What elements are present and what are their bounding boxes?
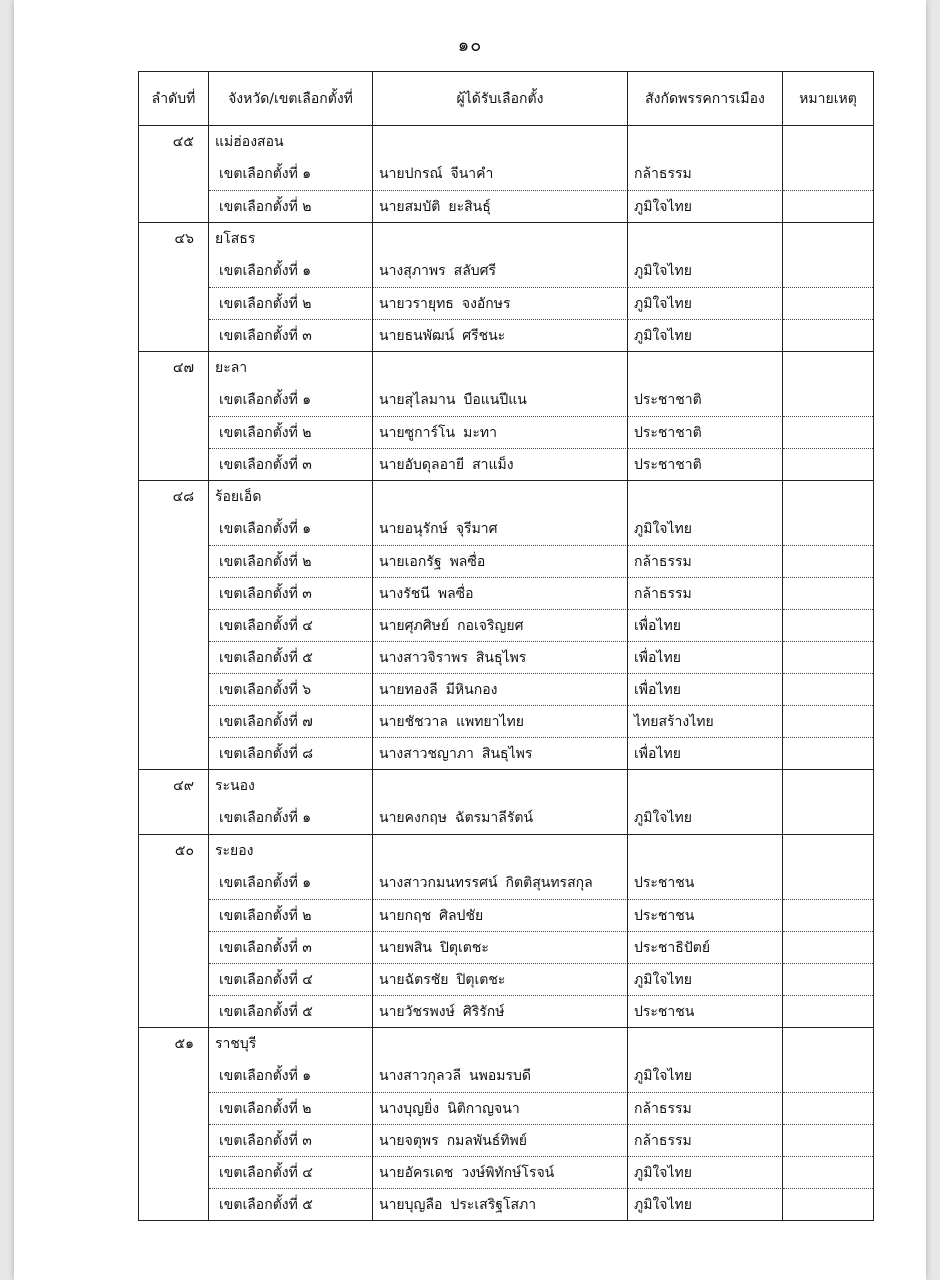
party-name: ภูมิใจไทย (628, 287, 783, 319)
party-name: กล้าธรรม (628, 577, 783, 609)
table-row (139, 255, 873, 287)
last-name: จุรีมาศ (455, 521, 498, 537)
district-label: เขตเลือกตั้งที่ ๑ (209, 158, 373, 190)
party-name: ภูมิใจไทย (628, 1156, 783, 1188)
party-name: เพื่อไทย (628, 641, 783, 673)
header-elected: ผู้ได้รับเลือกตั้ง (373, 72, 628, 125)
row-number: ๔๘ (139, 481, 209, 513)
first-name: นายอัครเดช (379, 1164, 454, 1181)
district-label: เขตเลือกตั้งที่ ๒ (209, 416, 373, 448)
district-label: เขตเลือกตั้งที่ ๗ (209, 705, 373, 737)
province-name: ระนอง (209, 770, 373, 802)
remark-cell (783, 1028, 873, 1060)
elected-name (373, 931, 628, 963)
last-name: พลซื่อ (437, 585, 474, 602)
first-name: นางบุญยิ่ง (379, 1100, 440, 1117)
province-group (139, 481, 873, 770)
elected-name (373, 158, 628, 190)
row-number: ๔๖ (139, 223, 209, 255)
last-name: ศิริรักษ์ (462, 1003, 505, 1020)
first-name: นายฉัตรชัย (379, 971, 449, 988)
empty-cell (139, 673, 209, 705)
province-name: ระยอง (209, 835, 373, 867)
last-name: จีนาคำ (450, 166, 494, 182)
province-row (139, 126, 873, 158)
first-name: นายวัชรพงษ์ (379, 1003, 455, 1020)
empty-cell (628, 352, 783, 384)
province-row (139, 223, 873, 255)
table-row (139, 737, 873, 769)
district-label: เขตเลือกตั้งที่ ๓ (209, 931, 373, 963)
empty-cell (139, 1092, 209, 1124)
last-name: ศรีชนะ (462, 327, 506, 344)
elected-name (373, 673, 628, 705)
last-name: แพทยาไทย (455, 713, 524, 730)
remark-cell (783, 1060, 873, 1092)
empty-cell (139, 995, 209, 1027)
party-name: ประชาชาติ (628, 416, 783, 448)
empty-cell (139, 609, 209, 641)
first-name: นายศุภศิษย์ (379, 617, 450, 634)
first-name: นายซูการ์โน (379, 424, 456, 441)
party-name: กล้าธรรม (628, 545, 783, 577)
first-name: นายบุญลือ (379, 1196, 443, 1213)
empty-cell (139, 899, 209, 931)
remark-cell (783, 513, 873, 545)
district-label: เขตเลือกตั้งที่ ๕ (209, 641, 373, 673)
table-row (139, 448, 873, 480)
party-name: เพื่อไทย (628, 609, 783, 641)
table-row (139, 577, 873, 609)
last-name: วงษ์พิทักษ์โรจน์ (461, 1164, 555, 1181)
district-label: เขตเลือกตั้งที่ ๔ (209, 1156, 373, 1188)
elected-name (373, 448, 628, 480)
district-label: เขตเลือกตั้งที่ ๒ (209, 545, 373, 577)
table-row (139, 899, 873, 931)
table-row (139, 1156, 873, 1188)
last-name: ศิลปชัย (439, 907, 484, 924)
last-name: มีหินกอง (445, 681, 498, 698)
empty-cell (139, 641, 209, 673)
first-name: นายเอกรัฐ (379, 553, 442, 570)
table-row (139, 319, 873, 351)
first-name: นายวรายุทธ (379, 295, 454, 312)
first-name: นางสุภาพร (379, 263, 446, 279)
empty-cell (139, 287, 209, 319)
empty-cell (139, 963, 209, 995)
party-name: เพื่อไทย (628, 737, 783, 769)
results-table (138, 71, 874, 1221)
table-row (139, 190, 873, 222)
district-label: เขตเลือกตั้งที่ ๑ (209, 384, 373, 416)
district-label: เขตเลือกตั้งที่ ๕ (209, 1188, 373, 1220)
remark-cell (783, 1092, 873, 1124)
party-name: กล้าธรรม (628, 158, 783, 190)
province-name: แม่ฮ่องสอน (209, 126, 373, 158)
last-name: ประเสริฐโสภา (450, 1196, 537, 1213)
remark-cell (783, 190, 873, 222)
province-row (139, 770, 873, 802)
first-name: นายชัชวาล (379, 713, 448, 730)
table-row (139, 384, 873, 416)
district-label: เขตเลือกตั้งที่ ๓ (209, 1124, 373, 1156)
party-name: ภูมิใจไทย (628, 190, 783, 222)
district-label: เขตเลือกตั้งที่ ๒ (209, 190, 373, 222)
header-party: สังกัดพรรคการเมือง (628, 72, 783, 125)
first-name: นางสาวจิราพร (379, 649, 468, 666)
empty-cell (628, 835, 783, 867)
province-name: ยะลา (209, 352, 373, 384)
remark-cell (783, 1124, 873, 1156)
last-name: พลซื่อ (449, 553, 486, 570)
table-row (139, 158, 873, 190)
district-label: เขตเลือกตั้งที่ ๓ (209, 577, 373, 609)
row-number: ๕๑ (139, 1028, 209, 1060)
empty-cell (628, 126, 783, 158)
empty-cell (139, 158, 209, 190)
table-row (139, 867, 873, 899)
elected-name (373, 319, 628, 351)
remark-cell (783, 867, 873, 899)
first-name: นายอนุรักษ์ (379, 521, 448, 537)
district-label: เขตเลือกตั้งที่ ๑ (209, 513, 373, 545)
elected-name (373, 963, 628, 995)
elected-name (373, 513, 628, 545)
remark-cell (783, 255, 873, 287)
remark-cell (783, 319, 873, 351)
remark-cell (783, 737, 873, 769)
province-name: ร้อยเอ็ด (209, 481, 373, 513)
province-group (139, 126, 873, 223)
elected-name (373, 287, 628, 319)
district-label: เขตเลือกตั้งที่ ๓ (209, 448, 373, 480)
last-name: กอเจริญยศ (457, 617, 524, 634)
remark-cell (783, 835, 873, 867)
empty-cell (139, 545, 209, 577)
elected-name (373, 995, 628, 1027)
party-name: ประชาชาติ (628, 384, 783, 416)
elected-name (373, 609, 628, 641)
first-name: นายคงกฤษ (379, 810, 448, 826)
first-name: นายสุไลมาน (379, 392, 456, 408)
first-name: นางรัชนี (379, 585, 430, 602)
last-name: มะทา (463, 424, 497, 441)
district-label: เขตเลือกตั้งที่ ๑ (209, 867, 373, 899)
header-no: ลำดับที่ (139, 72, 209, 125)
remark-cell (783, 352, 873, 384)
empty-cell (373, 770, 628, 802)
party-name: ไทยสร้างไทย (628, 705, 783, 737)
province-row (139, 835, 873, 867)
elected-name (373, 190, 628, 222)
empty-cell (139, 319, 209, 351)
first-name: นายธนพัฒน์ (379, 327, 455, 344)
empty-cell (139, 255, 209, 287)
first-name: นางสาวชญาภา (379, 745, 474, 762)
remark-cell (783, 287, 873, 319)
province-group (139, 770, 873, 835)
last-name: จงอักษร (461, 295, 511, 312)
row-number: ๕๐ (139, 835, 209, 867)
empty-cell (139, 577, 209, 609)
empty-cell (139, 802, 209, 834)
remark-cell (783, 770, 873, 802)
province-group (139, 835, 873, 1028)
remark-cell (783, 481, 873, 513)
elected-name (373, 384, 628, 416)
remark-cell (783, 673, 873, 705)
remark-cell (783, 158, 873, 190)
district-label: เขตเลือกตั้งที่ ๔ (209, 963, 373, 995)
district-label: เขตเลือกตั้งที่ ๒ (209, 287, 373, 319)
table-row (139, 1188, 873, 1220)
elected-name (373, 705, 628, 737)
empty-cell (139, 931, 209, 963)
last-name: กมลพันธ์ทิพย์ (446, 1132, 527, 1149)
party-name: ประชาธิปัตย์ (628, 931, 783, 963)
elected-name (373, 577, 628, 609)
first-name: นายกฤช (379, 907, 432, 924)
first-name: นายพสิน (379, 939, 432, 956)
province-name: ราชบุรี (209, 1028, 373, 1060)
table-row (139, 1092, 873, 1124)
empty-cell (628, 223, 783, 255)
empty-cell (139, 1188, 209, 1220)
empty-cell (139, 1124, 209, 1156)
empty-cell (373, 223, 628, 255)
party-name: กล้าธรรม (628, 1124, 783, 1156)
remark-cell (783, 223, 873, 255)
province-row (139, 352, 873, 384)
table-row (139, 545, 873, 577)
party-name: ภูมิใจไทย (628, 319, 783, 351)
empty-cell (139, 513, 209, 545)
remark-cell (783, 126, 873, 158)
province-group (139, 352, 873, 481)
district-label: เขตเลือกตั้งที่ ๑ (209, 802, 373, 834)
remark-cell (783, 448, 873, 480)
elected-name (373, 737, 628, 769)
row-number: ๔๙ (139, 770, 209, 802)
province-group (139, 1028, 873, 1220)
party-name: ภูมิใจไทย (628, 1060, 783, 1092)
empty-cell (139, 705, 209, 737)
empty-cell (139, 737, 209, 769)
elected-name (373, 1188, 628, 1220)
table-body (139, 126, 873, 1220)
row-number: ๔๕ (139, 126, 209, 158)
empty-cell (373, 1028, 628, 1060)
last-name: ยะสินธุ์ (448, 198, 491, 215)
remark-cell (783, 899, 873, 931)
first-name: นางสาวกมนทรรศน์ (379, 875, 498, 891)
elected-name (373, 802, 628, 834)
table-row (139, 963, 873, 995)
district-label: เขตเลือกตั้งที่ ๘ (209, 737, 373, 769)
last-name: ฉัตรมาลีรัตน์ (455, 810, 534, 826)
empty-cell (139, 448, 209, 480)
remark-cell (783, 416, 873, 448)
elected-name (373, 641, 628, 673)
district-label: เขตเลือกตั้งที่ ๓ (209, 319, 373, 351)
page-number: ๑๐ (457, 35, 483, 56)
last-name: นิติกาญจนา (447, 1100, 520, 1117)
empty-cell (628, 1028, 783, 1060)
province-row (139, 1028, 873, 1060)
party-name: ประชาชน (628, 995, 783, 1027)
elected-name (373, 1124, 628, 1156)
party-name: ภูมิใจไทย (628, 1188, 783, 1220)
province-name: ยโสธร (209, 223, 373, 255)
header-remark: หมายเหตุ (799, 90, 857, 107)
district-label: เขตเลือกตั้งที่ ๑ (209, 255, 373, 287)
elected-name (373, 867, 628, 899)
party-name: ประชาชาติ (628, 448, 783, 480)
remark-cell (783, 1188, 873, 1220)
remark-cell (783, 609, 873, 641)
last-name: สินธุไพร (481, 745, 533, 762)
table-row (139, 416, 873, 448)
party-name: ภูมิใจไทย (628, 513, 783, 545)
last-name: กิตติสุนทรสกุล (505, 875, 593, 891)
last-name: ปิตุเตชะ (439, 939, 489, 956)
elected-name (373, 1092, 628, 1124)
row-number: ๔๗ (139, 352, 209, 384)
empty-cell (373, 352, 628, 384)
elected-name (373, 416, 628, 448)
first-name: นายปกรณ์ (379, 166, 443, 182)
empty-cell (139, 1060, 209, 1092)
last-name: นพอมรบดี (469, 1068, 531, 1084)
party-name: ประชาชน (628, 899, 783, 931)
province-group (139, 223, 873, 352)
table-header (139, 72, 873, 126)
empty-cell (373, 835, 628, 867)
empty-cell (139, 384, 209, 416)
empty-cell (373, 126, 628, 158)
table-row (139, 641, 873, 673)
remark-cell (783, 577, 873, 609)
empty-cell (139, 867, 209, 899)
remark-cell (783, 931, 873, 963)
last-name: ปิตุเตชะ (456, 971, 506, 988)
table-row (139, 931, 873, 963)
party-name: ภูมิใจไทย (628, 963, 783, 995)
empty-cell (628, 481, 783, 513)
empty-cell (139, 416, 209, 448)
table-row (139, 287, 873, 319)
header-district: จังหวัด/เขตเลือกตั้งที่ (209, 72, 373, 125)
party-name: เพื่อไทย (628, 673, 783, 705)
remark-cell (783, 545, 873, 577)
party-name: ประชาชน (628, 867, 783, 899)
table-row (139, 673, 873, 705)
district-label: เขตเลือกตั้งที่ ๒ (209, 1092, 373, 1124)
remark-cell (783, 641, 873, 673)
document-page (14, 0, 926, 1280)
remark-cell (783, 802, 873, 834)
table-row (139, 513, 873, 545)
remark-cell (783, 705, 873, 737)
empty-cell (139, 1156, 209, 1188)
elected-name (373, 255, 628, 287)
empty-cell (628, 770, 783, 802)
elected-name (373, 1060, 628, 1092)
first-name: นายทองลี (379, 681, 438, 698)
remark-cell (783, 384, 873, 416)
district-label: เขตเลือกตั้งที่ ๒ (209, 899, 373, 931)
district-label: เขตเลือกตั้งที่ ๑ (209, 1060, 373, 1092)
district-label: เขตเลือกตั้งที่ ๕ (209, 995, 373, 1027)
last-name: สาแม็ง (472, 456, 514, 473)
table-row (139, 995, 873, 1027)
elected-name (373, 899, 628, 931)
last-name: สินธุไพร (475, 649, 527, 666)
table-row (139, 802, 873, 834)
district-label: เขตเลือกตั้งที่ ๔ (209, 609, 373, 641)
last-name: สลับศรี (453, 263, 497, 279)
empty-cell (373, 481, 628, 513)
remark-cell (783, 963, 873, 995)
table-row (139, 1124, 873, 1156)
district-label: เขตเลือกตั้งที่ ๖ (209, 673, 373, 705)
remark-cell (783, 1156, 873, 1188)
table-row (139, 705, 873, 737)
first-name: นายอับดุลอายี (379, 456, 465, 473)
empty-cell (139, 190, 209, 222)
first-name: นายสมบัติ (379, 198, 441, 215)
party-name: ภูมิใจไทย (628, 255, 783, 287)
first-name: นางสาวกุลวลี (379, 1068, 462, 1084)
province-row (139, 481, 873, 513)
last-name: บือแนปีแน (463, 392, 527, 408)
first-name: นายจตุพร (379, 1132, 439, 1149)
table-row (139, 1060, 873, 1092)
remark-cell (783, 995, 873, 1027)
party-name: กล้าธรรม (628, 1092, 783, 1124)
elected-name (373, 545, 628, 577)
table-row (139, 609, 873, 641)
party-name: ภูมิใจไทย (628, 802, 783, 834)
elected-name (373, 1156, 628, 1188)
